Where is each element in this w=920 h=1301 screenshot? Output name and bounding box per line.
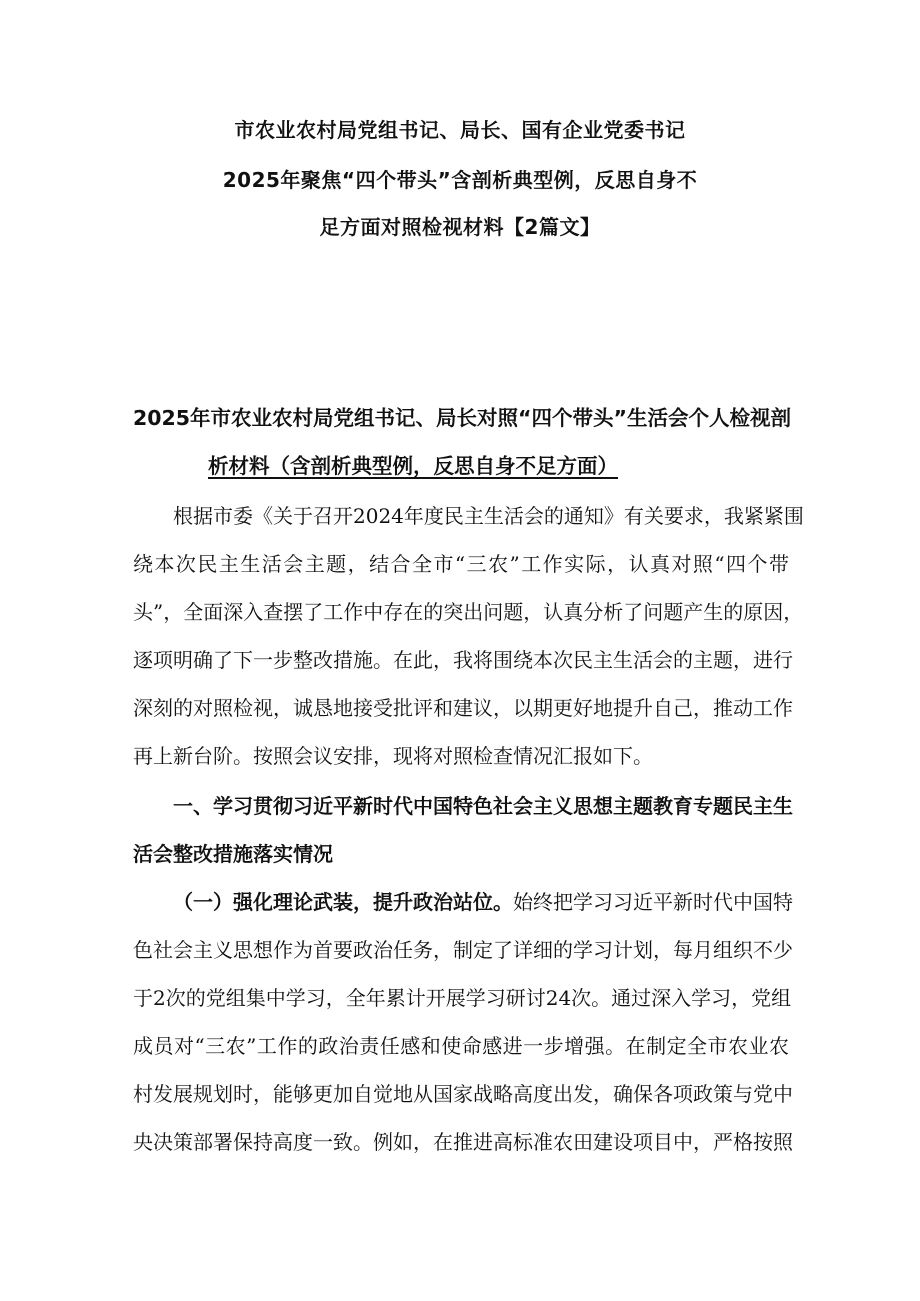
intro-line-6: 再上新台阶。按照会议安排，现将对照检查情况汇报如下。 [133,744,653,768]
intro-line-4: 逐项明确了下一步整改措施。在此，我将围绕本次民主生活会的主题，进行 [133,648,793,672]
subsection-1-line-5: 村发展规划时，能够更加自觉地从国家战略高度出发，确保各项政策与党中 [133,1082,793,1106]
article-title-line-1: 2025年市农业农村局党组书记、局长对照“四个带头”生活会个人检视剖 [133,406,792,430]
subsection-1-line-2: 色社会主义思想作为首要政治任务，制定了详细的学习计划，每月组织不少 [133,938,793,962]
intro-line-2: 绕本次民主生活会主题，结合全市“三农”工作实际，认真对照“四个带 [133,552,789,576]
subsection-1-line-3: 于2次的党组集中学习，全年累计开展学习研讨24次。通过深入学习，党组 [133,986,792,1010]
subsection-1-line-1 [173,889,793,915]
cover-title-line-1: 市农业农村局党组书记、局长、国有企业党委书记 [234,118,686,142]
intro-line-3: 头”，全面深入查摆了工作中存在的突出问题，认真分析了问题产生的原因， [133,600,804,624]
subsection-1-line-6: 央决策部署保持高度一致。例如，在推进高标准农田建设项目中，严格按照 [133,1130,793,1154]
article-title-line-2: 析材料（含剖析典型例，反思自身不足方面） [208,454,618,478]
intro-line-1: 根据市委《关于召开2024年度民主生活会的通知》有关要求，我紧紧围 [173,504,804,528]
section-1-heading-line-2: 活会整改措施落实情况 [133,842,333,866]
subsection-1-heading: （一）强化理论武装，提升政治站位。 [173,890,513,914]
cover-title-line-2: 2025年聚焦“四个带头”含剖析典型例，反思自身不 [222,168,698,192]
intro-line-5: 深刻的对照检视，诚恳地接受批评和建议，以期更好地提升自己，推动工作 [133,696,793,720]
subsection-1-first-text: 始终把学习习近平新时代中国特 [513,890,793,914]
cover-title-line-3: 足方面对照检视材料【2篇文】 [319,215,601,239]
section-1-heading-line-1: 一、学习贯彻习近平新时代中国特色社会主义思想主题教育专题民主生 [173,794,793,818]
subsection-1-line-4: 成员对“三农”工作的政治责任感和使命感进一步增强。在制定全市农业农 [133,1034,789,1058]
